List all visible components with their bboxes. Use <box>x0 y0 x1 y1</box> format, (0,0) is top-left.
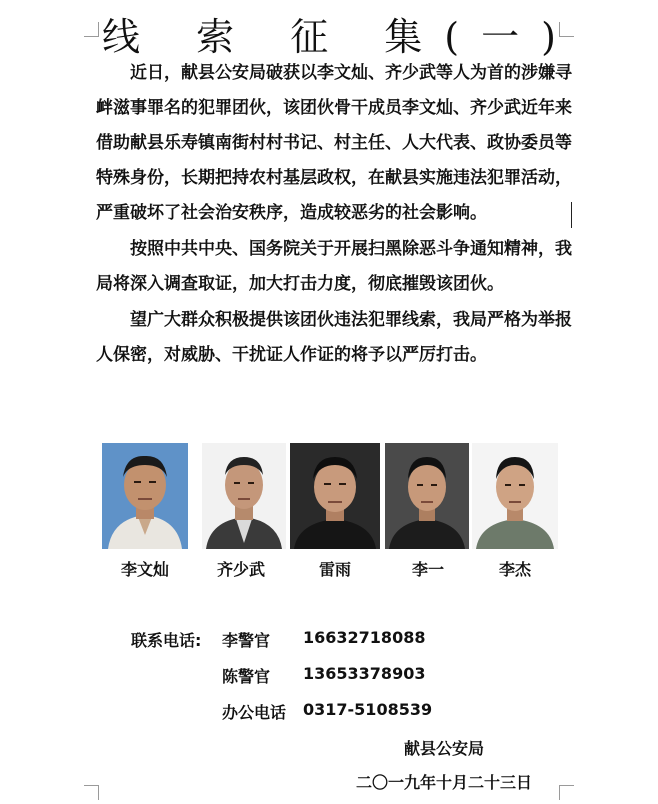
suspect-photo-4 <box>385 443 469 549</box>
text-cursor <box>571 202 572 228</box>
signature-date: 二〇一九年十月二十三日 <box>356 773 533 792</box>
suspect-name-1: 李文灿 <box>120 560 169 579</box>
contact-label: 联系电话: <box>131 631 202 650</box>
page-title: 线 索 征 集(一) <box>102 15 578 59</box>
suspect-name-2: 齐少武 <box>216 560 265 579</box>
crop-mark-bottom-right <box>559 785 574 800</box>
contact-person-3: 办公电话 <box>222 703 287 722</box>
contact-phone-2: 13653378903 <box>303 664 426 683</box>
suspect-name-4: 李一 <box>411 560 444 579</box>
suspect-name-5: 李杰 <box>498 560 531 579</box>
paragraph-2: 按照中共中央、国务院关于开展扫黑除恶斗争通知精神，我局将深入调查取证，加大打击力度，彻底摧毁该团伙。 <box>96 239 572 294</box>
suspect-photo-5 <box>472 443 558 549</box>
suspect-photo-2 <box>202 443 286 549</box>
suspect-photo-3 <box>290 443 380 549</box>
crop-mark-bottom-left <box>84 785 99 800</box>
contact-phone-1: 16632718088 <box>303 628 426 647</box>
paragraph-3: 望广大群众积极提供该团伙违法犯罪线索，我局严格为举报人保密，对威胁、干扰证人作证的将予以严厉打击。 <box>96 310 572 365</box>
contact-person-1: 李警官 <box>222 631 271 650</box>
contact-person-2: 陈警官 <box>222 667 271 686</box>
notice-body <box>96 56 574 374</box>
contact-phone-3: 0317-5108539 <box>303 700 433 719</box>
suspect-name-3: 雷雨 <box>318 560 351 579</box>
paragraph-1: 近日，献县公安局破获以李文灿、齐少武等人为首的涉嫌寻衅滋事罪名的犯罪团伙，该团伙骨干成员李文灿、齐少武近年来借助献县乐寿镇南街村村书记、村主任、人大代表、政协委员等特殊身份，长期把持农村基层政权，在献县实施违法犯罪活动，严重破坏了社会治安秩序，造成较恶劣的社会影响。 <box>96 63 572 223</box>
signature-org: 献县公安局 <box>404 739 485 758</box>
suspect-photo-1 <box>102 443 188 549</box>
